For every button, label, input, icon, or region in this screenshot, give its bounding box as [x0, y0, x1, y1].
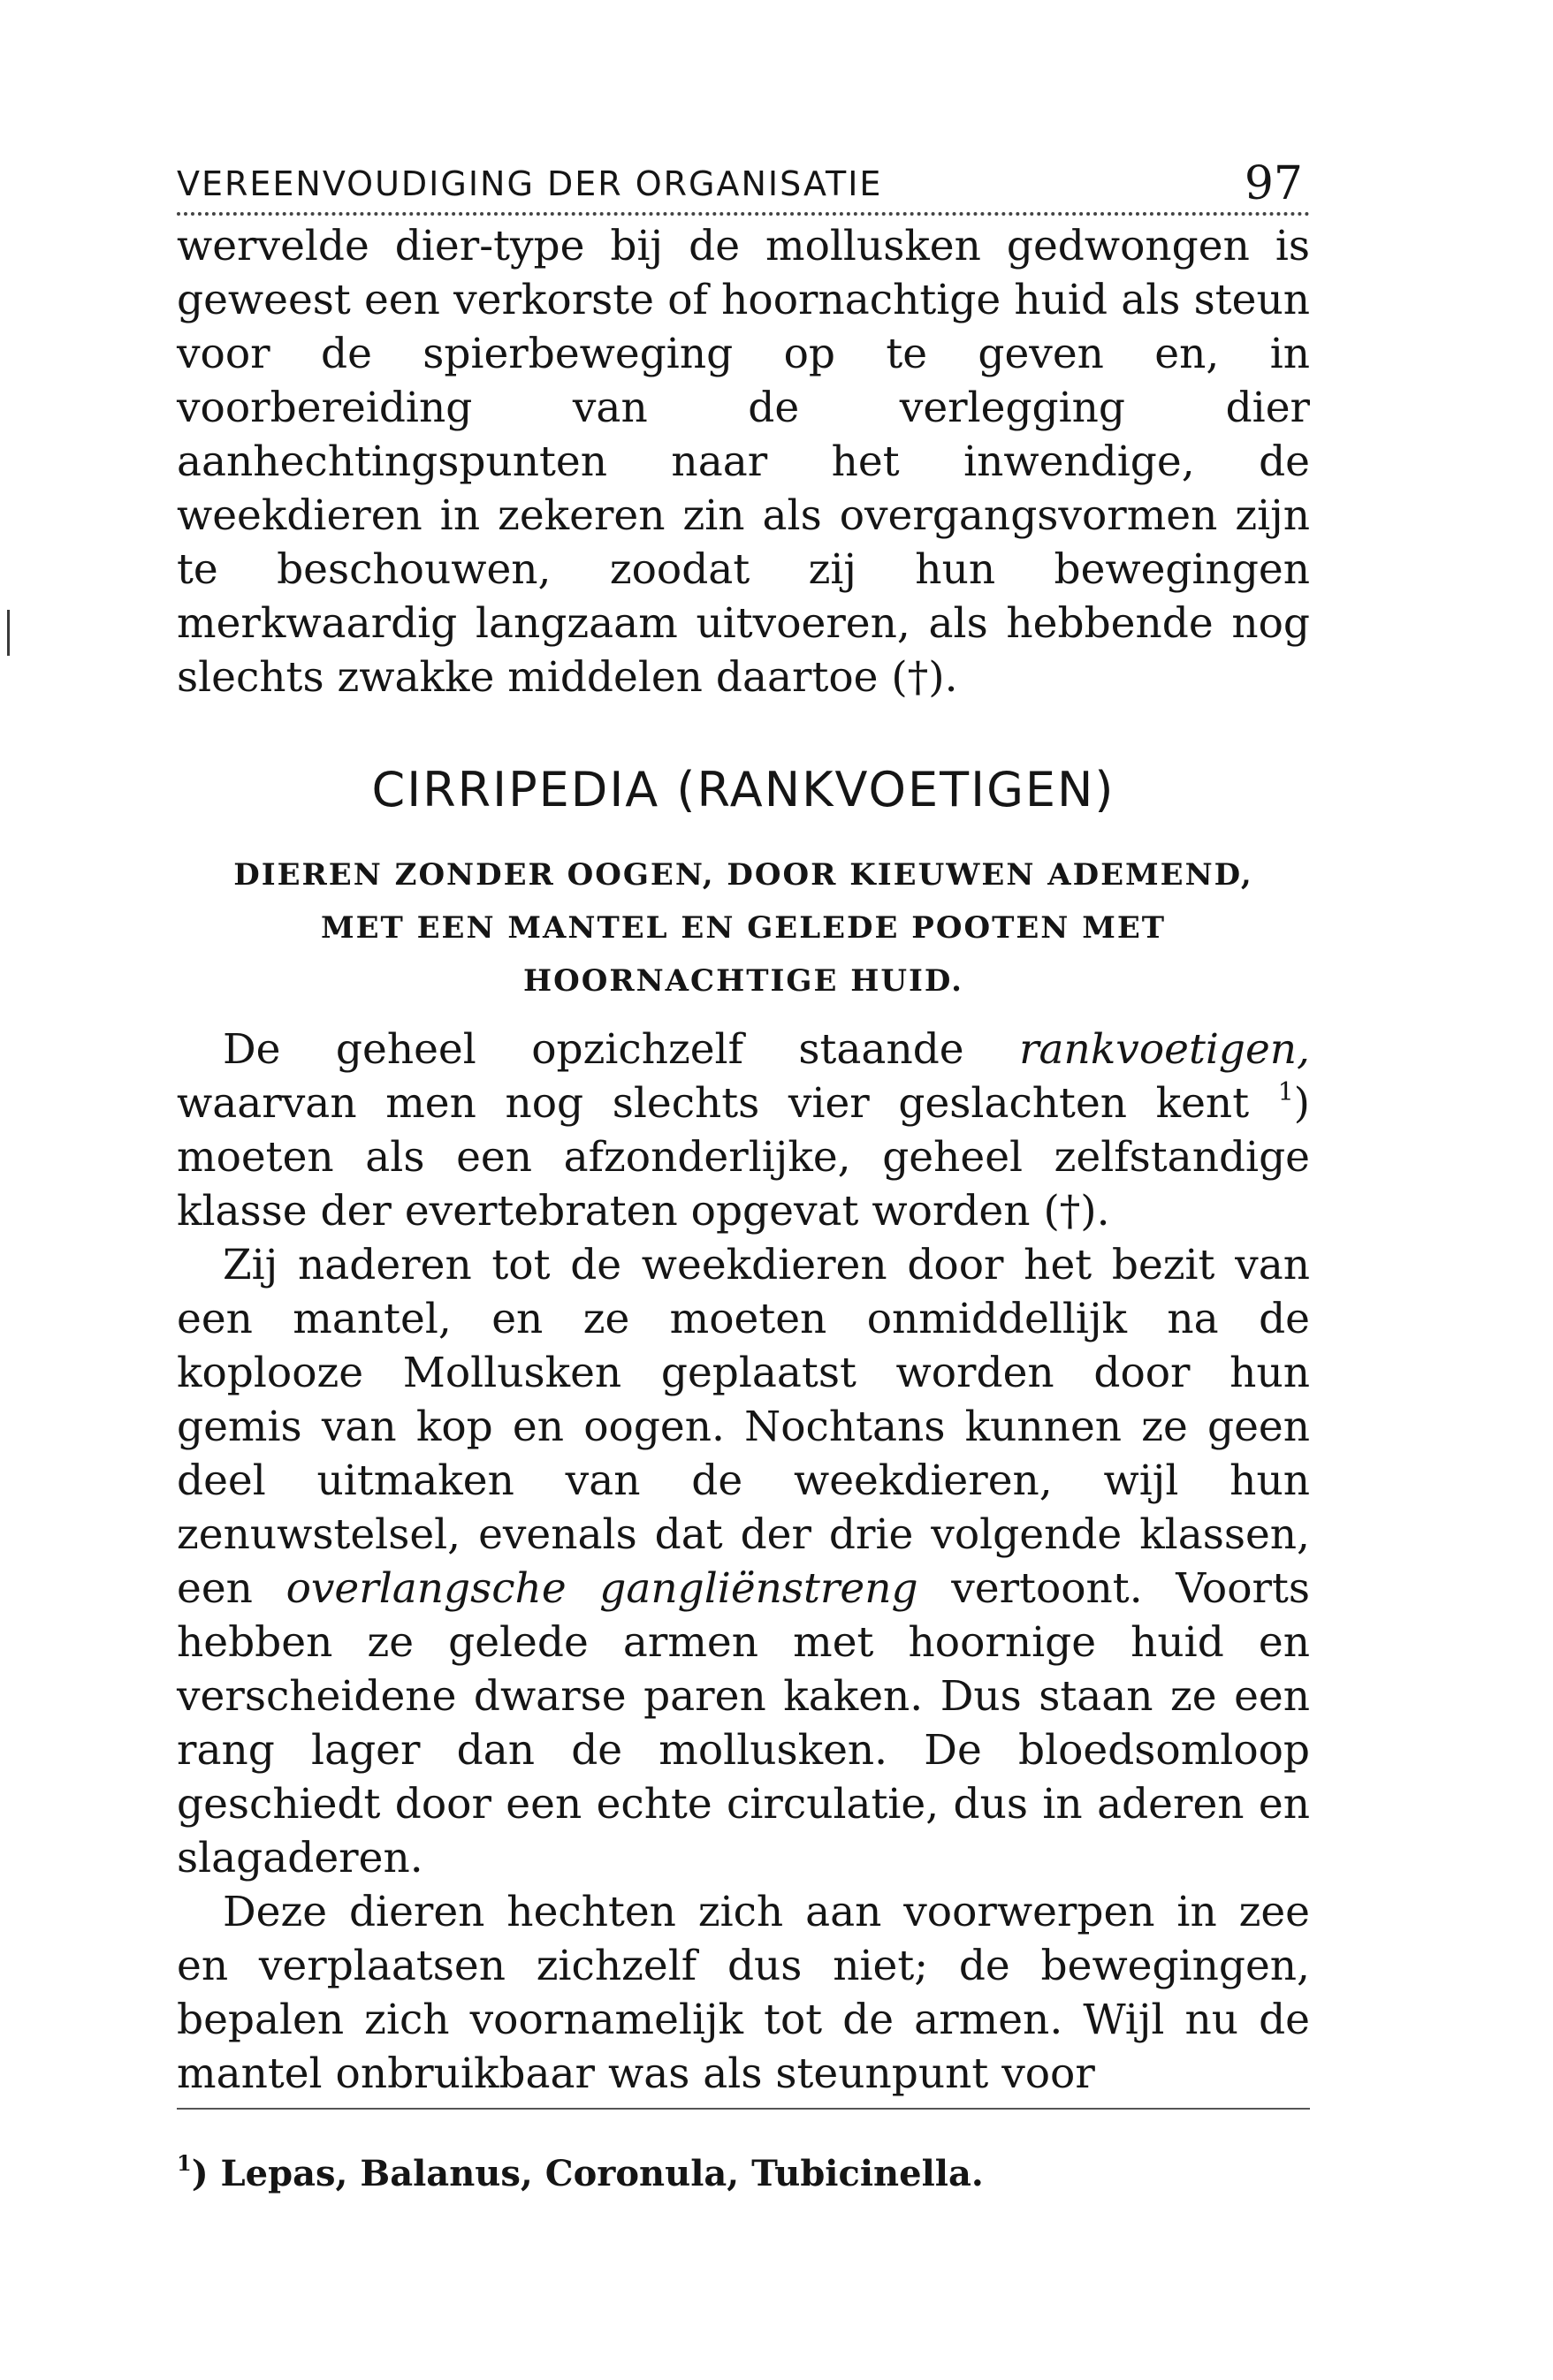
- scan-edge-mark: [7, 610, 10, 656]
- continuation-block: [177, 219, 1310, 704]
- footnote-text: ) Lepas, Balanus, Coronula, Tubicinella.: [191, 2153, 984, 2194]
- subtitle-line-3: HOORNACHTIGE HUID.: [522, 963, 964, 999]
- footnote: [177, 2148, 1310, 2201]
- paragraph-beweging: Deze dieren hechten zich aan voorwerpen in zee en verplaatsen zichzelf dus niet; de bewegingen, bepalen zich voornamelijk tot de armen. Wijl nu de mantel onbruikbaar was als steunpunt voor: [177, 1888, 1310, 2098]
- footnote-reference: 1: [1277, 1076, 1294, 1106]
- continuation-paragraph: wervelde dier-type bij de mollusken gedwongen is geweest een verkorste of hoornachtige huid als steun voor de spierbeweging op te geven en, in voorbereiding van de verlegging dier aanhechtingspunten naar het inwendige, de weekdieren in zekeren zin als overgangsvormen zijn te beschouwen, zoodat zij hun bewegingen merkwaardig langzaam uitvoeren, als hebbende nog slechts zwakke middelen daartoe (†).: [177, 222, 1310, 702]
- body-text: [177, 1023, 1310, 2101]
- section-title: CIRRIPEDIA (RANKVOETIGEN): [371, 762, 1115, 817]
- p1-text-c: ) moeten als een afzonderlijke, geheel zelfstandige klasse der evertebraten opgevat worden (†).: [177, 1079, 1310, 1236]
- footnote-marker: 1: [177, 2150, 192, 2177]
- p1-text-a: De geheel opzichzelf staande: [223, 1025, 1020, 1074]
- p2-italic-term: overlangsche gangliënstreng: [285, 1564, 918, 1613]
- paragraph-rankvoetigen: [177, 1023, 1310, 1238]
- page-number: 97: [1244, 157, 1303, 210]
- p2-text-b: vertoont. Voorts hebben ze gelede armen met hoornige huid en verscheidene dwarse paren kaken. Dus staan ze een rang lager dan de mollusken. De bloedsomloop geschiedt door een echte circulatie, dus in aderen en slagaderen.: [177, 1564, 1310, 1882]
- footnote-rule: [177, 2108, 1310, 2110]
- paragraph-mantel: [177, 1238, 1310, 1885]
- header-dotted-rule: [177, 212, 1310, 216]
- running-head: VEREENVOUDIGING DER ORGANISATIE: [177, 164, 883, 203]
- page-header: [177, 157, 1310, 219]
- subtitle-line-2: MET EEN MANTEL EN GELEDE POOTEN MET: [320, 910, 1167, 946]
- p1-italic-term: rankvoetigen,: [1019, 1025, 1310, 1074]
- section-subtitle: [177, 848, 1310, 1008]
- p2-text-a: Zij naderen tot de weekdieren door het bezit van een mantel, en ze moeten onmiddellijk na de koplooze Mollusken geplaatst worden door hun gemis van kop en oogen. Nochtans kunnen ze geen deel uitmaken van de weekdieren, wijl hun zenuwstelsel, evenals dat der drie volgende klassen, een: [177, 1241, 1310, 1613]
- subtitle-line-1: DIEREN ZONDER OOGEN, DOOR KIEUWEN ADEMEND,: [233, 857, 1253, 893]
- p1-text-b: waarvan men nog slechts vier geslachten kent: [177, 1079, 1278, 1128]
